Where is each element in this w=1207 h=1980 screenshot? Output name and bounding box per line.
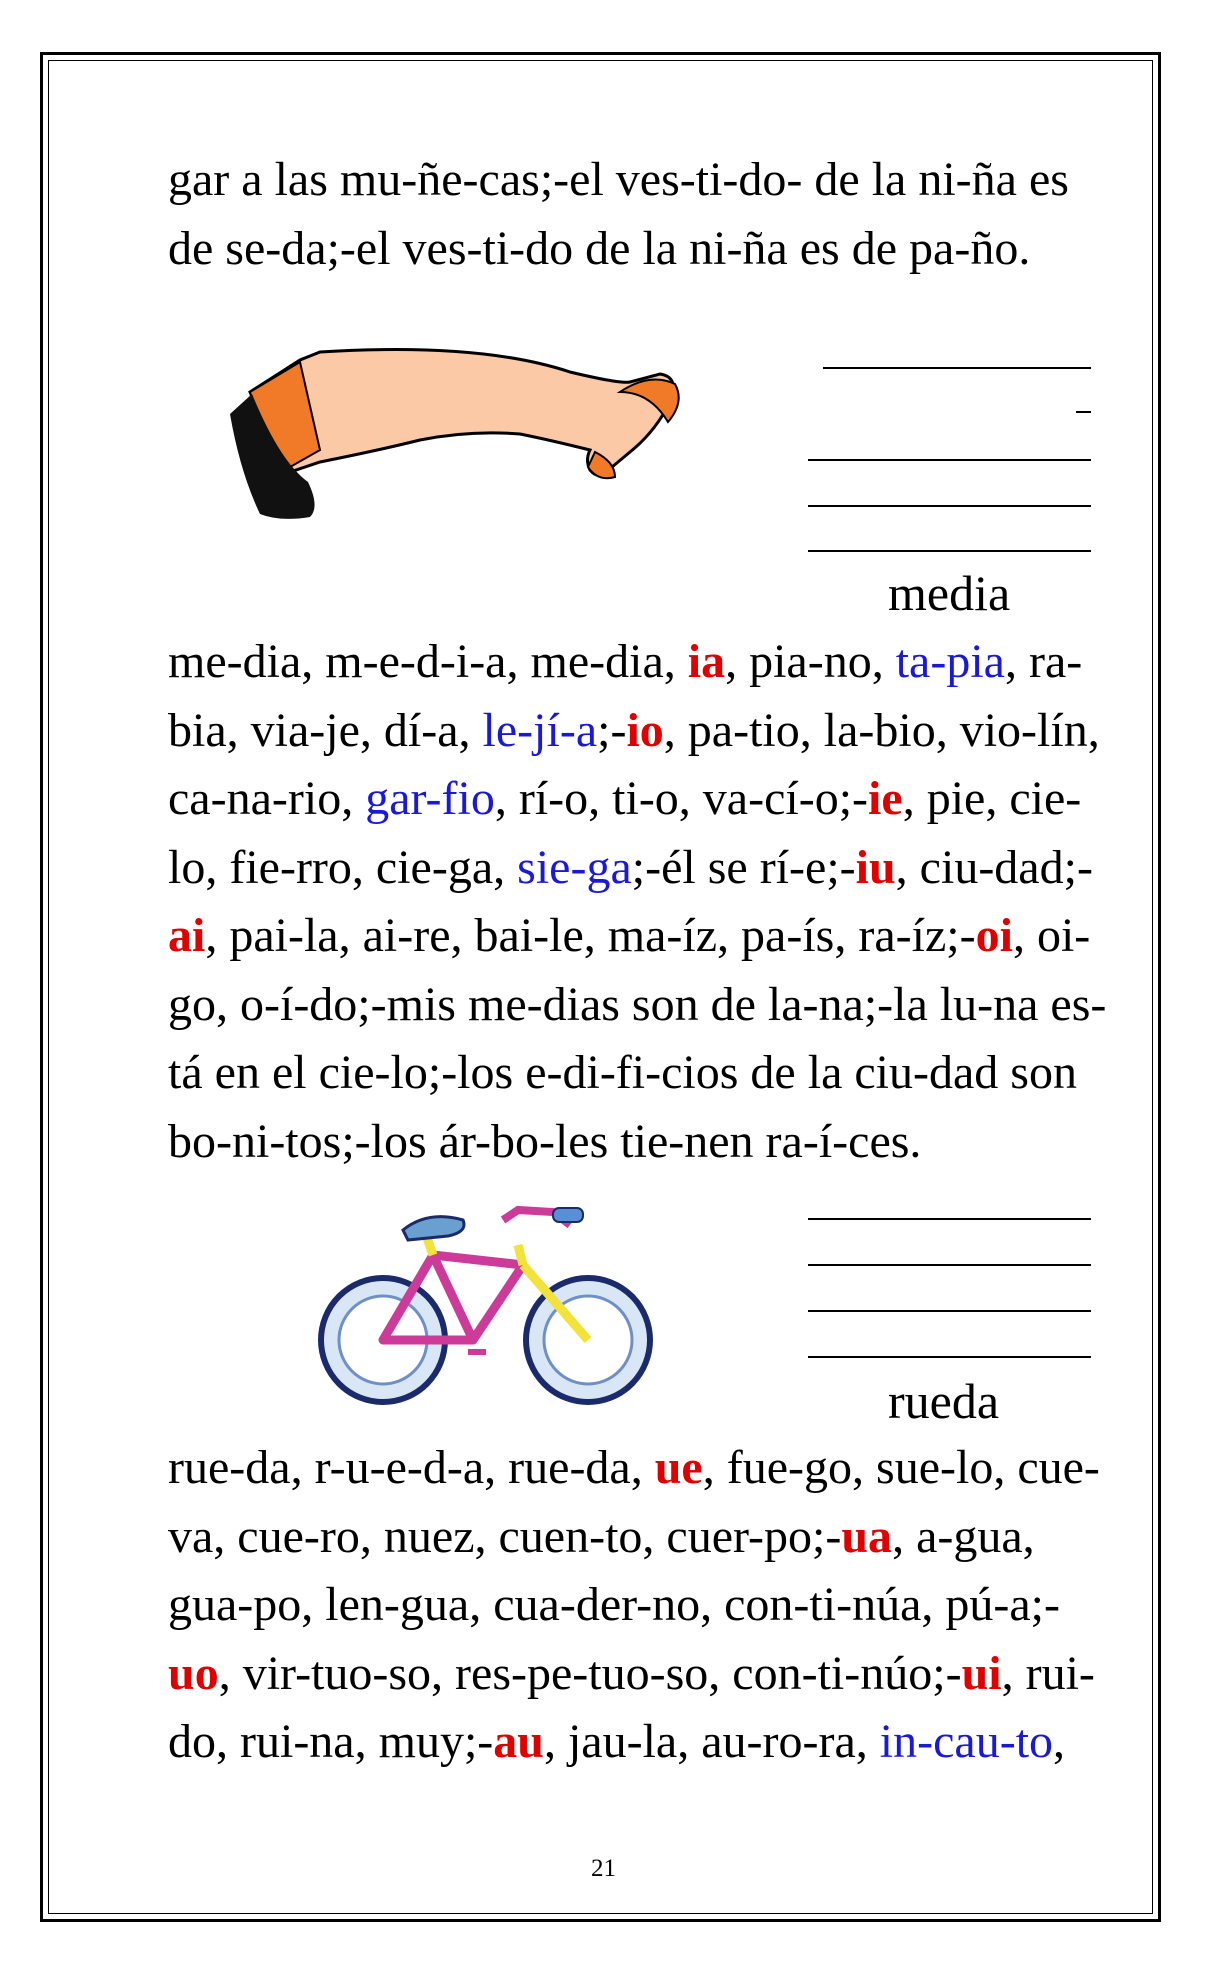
highlight-diphthong: io bbox=[626, 703, 664, 757]
text-segment: , oi- bbox=[1012, 909, 1091, 962]
text-line bbox=[168, 834, 1098, 903]
text-line bbox=[168, 1571, 1098, 1640]
text-line bbox=[168, 628, 1098, 697]
text-segment: bia, via-je, dí-a, bbox=[168, 703, 483, 757]
leg-with-sock-image bbox=[220, 332, 690, 542]
caption-media: media bbox=[888, 565, 1011, 621]
writing-line-dash bbox=[1076, 411, 1091, 413]
media-paragraph bbox=[168, 628, 1107, 1176]
text-segment: , jau-la, au-ro-ra, bbox=[543, 1715, 880, 1768]
text-segment: , pie, cie- bbox=[902, 772, 1082, 825]
highlight-word: ta-pia bbox=[895, 635, 1005, 688]
text-segment: ;- bbox=[597, 703, 627, 757]
highlight-diphthong: ie bbox=[868, 772, 903, 825]
text-segment: de se-da;-el ves-ti-do de la ni-ña es de pa-ño. bbox=[168, 221, 1031, 275]
writing-line bbox=[808, 1356, 1091, 1358]
text-line bbox=[168, 1640, 1098, 1709]
writing-line bbox=[808, 1310, 1091, 1312]
text-segment: , bbox=[1053, 1715, 1066, 1768]
text-segment: , pa-tio, la-bio, vio-lín, bbox=[663, 703, 1100, 757]
text-line bbox=[168, 1108, 1098, 1177]
text-segment: bo-ni-tos;-los ár-bo-les tie-nen ra-í-ces. bbox=[168, 1114, 922, 1168]
text-line bbox=[168, 1503, 1098, 1572]
text-segment: , pia-no, bbox=[725, 635, 896, 688]
highlight-diphthong: oi bbox=[975, 909, 1013, 962]
highlight-diphthong: uo bbox=[168, 1646, 219, 1700]
highlight-word: gar-fio bbox=[365, 772, 495, 825]
highlight-word: le-jí-a bbox=[482, 703, 598, 757]
text-segment: , ciu-dad;- bbox=[895, 840, 1093, 894]
writing-line bbox=[823, 367, 1091, 369]
text-segment: , pai-la, ai-re, bai-le, ma-íz, pa-ís, ra-íz;- bbox=[205, 909, 976, 962]
text-segment: go, o-í-do;-mis me-dias son de la-na;-la lu-na es- bbox=[168, 977, 1107, 1031]
highlight-diphthong: ui bbox=[961, 1646, 1002, 1700]
highlight-diphthong: au bbox=[493, 1715, 544, 1768]
writing-line bbox=[808, 1218, 1091, 1220]
text-segment: gar a las mu-ñe-cas;-el ves-ti-do- de la ni-ña es bbox=[168, 153, 1069, 206]
text-segment: , rí-o, ti-o, va-cí-o;- bbox=[494, 772, 869, 825]
text-segment: do, rui-na, muy;- bbox=[168, 1715, 494, 1768]
text-segment: rue-da, r-u-e-d-a, rue-da, bbox=[168, 1441, 655, 1494]
text-line bbox=[168, 146, 1098, 215]
highlight-diphthong: ua bbox=[841, 1509, 893, 1563]
text-segment: ca-na-rio, bbox=[168, 772, 366, 825]
highlight-diphthong: ia bbox=[687, 635, 726, 688]
top-paragraph bbox=[168, 146, 1098, 283]
text-segment: ;-él se rí-e;- bbox=[631, 840, 856, 894]
writing-line bbox=[808, 459, 1091, 461]
text-line bbox=[168, 902, 1098, 971]
text-line bbox=[168, 1708, 1098, 1777]
text-segment: , a-gua, bbox=[892, 1509, 1035, 1563]
caption-rueda: rueda bbox=[888, 1373, 1000, 1429]
highlight-diphthong: ai bbox=[168, 909, 206, 962]
highlight-diphthong: ue bbox=[654, 1441, 703, 1494]
text-segment: , rui- bbox=[1001, 1646, 1095, 1700]
text-line bbox=[168, 1434, 1098, 1503]
text-segment: me-dia, m-e-d-i-a, me-dia, bbox=[168, 635, 688, 688]
text-line bbox=[168, 1039, 1098, 1108]
text-segment: tá en el cie-lo;-los e-di-fi-cios de la ciu-dad son bbox=[168, 1046, 1077, 1099]
writing-line bbox=[808, 550, 1091, 552]
text-segment: , ra- bbox=[1004, 635, 1083, 688]
text-segment: va, cue-ro, nuez, cuen-to, cuer-po;- bbox=[168, 1509, 842, 1563]
text-line bbox=[168, 215, 1098, 284]
writing-line bbox=[808, 1264, 1091, 1266]
rueda-paragraph bbox=[168, 1434, 1098, 1777]
text-line bbox=[168, 971, 1107, 1040]
highlight-word: in-cau-to bbox=[879, 1715, 1054, 1768]
highlight-diphthong: iu bbox=[855, 840, 896, 894]
writing-line bbox=[808, 505, 1091, 507]
text-segment: , fue-go, sue-lo, cue- bbox=[702, 1441, 1100, 1494]
bicycle-image bbox=[308, 1190, 668, 1420]
page-number: 21 bbox=[591, 1855, 616, 1882]
text-segment: lo, fie-rro, cie-ga, bbox=[168, 840, 518, 894]
text-segment: gua-po, len-gua, cua-der-no, con-ti-núa, pú-a;- bbox=[168, 1578, 1060, 1631]
highlight-word: sie-ga bbox=[517, 840, 632, 894]
text-line bbox=[168, 765, 1098, 834]
text-line bbox=[168, 697, 1098, 766]
text-segment: , vir-tuo-so, res-pe-tuo-so, con-ti-núo;- bbox=[218, 1646, 962, 1700]
